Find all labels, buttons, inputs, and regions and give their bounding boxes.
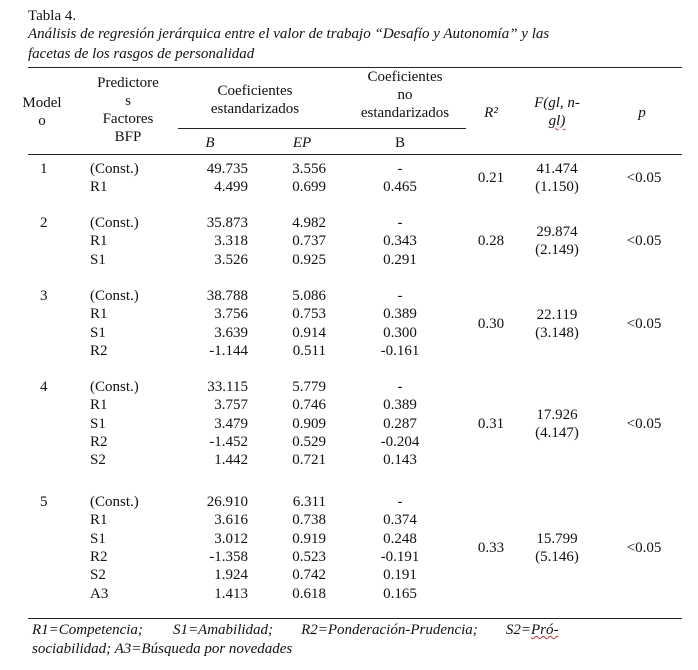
coef-ep: 5.086 <box>292 288 326 304</box>
coef-ep: 0.511 <box>292 342 326 359</box>
coef-b: 1.442 <box>214 452 248 469</box>
coef-b: 3.479 <box>214 415 248 432</box>
coef-ep: 0.909 <box>292 415 326 432</box>
p-value: <0.05 <box>626 315 662 332</box>
coef-beta: 0.291 <box>383 251 417 268</box>
coef-beta: - <box>397 288 403 304</box>
predictor-name: R1 <box>90 397 108 414</box>
predictor-name: S2 <box>90 452 106 469</box>
coef-ep: 0.738 <box>292 512 326 529</box>
coef-b: 38.788 <box>206 288 248 304</box>
coef-b: 3.756 <box>214 306 248 323</box>
header-bottom-rule <box>28 154 682 155</box>
coef-beta: - <box>397 161 403 177</box>
predictor-name: S1 <box>90 251 106 268</box>
predictor-name: R1 <box>90 306 108 323</box>
r2-value: 0.31 <box>477 415 505 432</box>
coef-ep: 3.556 <box>292 161 326 177</box>
coef-b: 33.115 <box>207 379 248 395</box>
r2-value: 0.28 <box>477 233 505 250</box>
predictor-name: (Const.) <box>90 161 139 177</box>
predictor-name: R1 <box>90 233 108 250</box>
header-f: F(gl, n- gl) <box>534 95 580 129</box>
coef-ep: 0.925 <box>292 251 326 268</box>
coef-ep: 0.523 <box>292 548 326 565</box>
model-number: 3 <box>40 288 48 304</box>
coef-ep: 0.737 <box>292 233 326 250</box>
coef-ep: 5.779 <box>292 379 326 395</box>
coef-b: 3.526 <box>214 251 248 268</box>
predictor-name: S1 <box>90 324 106 341</box>
predictor-name: R2 <box>90 548 108 565</box>
header-ep: EP <box>292 135 312 151</box>
table-caption-line-1: Análisis de regresión jerárquica entre el valor de trabajo “Desafío y Autonomía” y las <box>28 26 550 42</box>
coef-beta: 0.287 <box>383 415 417 432</box>
coef-b: 3.616 <box>214 512 248 529</box>
predictor-name: A3 <box>90 585 109 602</box>
coef-beta: - <box>397 215 403 231</box>
coef-beta: 0.465 <box>383 179 417 196</box>
coef-b: -1.358 <box>209 548 248 565</box>
coef-b: 49.735 <box>206 161 248 177</box>
header-sub-rule <box>178 128 466 129</box>
coef-beta: - <box>397 494 403 510</box>
model-number: 1 <box>40 161 48 177</box>
coef-beta: 0.374 <box>383 512 417 529</box>
coef-b: 1.924 <box>214 567 248 584</box>
predictor-name: R2 <box>90 433 108 450</box>
header-standardized: Coeficientes estandarizados <box>210 83 300 117</box>
coef-beta: 0.389 <box>383 397 417 414</box>
coef-b: 3.639 <box>214 324 248 341</box>
footnote-line-2: sociabilidad; A3=Búsqueda por novedades <box>32 641 293 657</box>
f-value: 17.926 <box>536 406 578 423</box>
r2-value: 0.21 <box>477 170 505 187</box>
f-gl-value: (2.149) <box>535 242 579 259</box>
model-number: 2 <box>40 215 48 231</box>
coef-ep: 0.742 <box>292 567 326 584</box>
p-value: <0.05 <box>626 233 662 250</box>
coef-beta: 0.191 <box>383 567 417 584</box>
f-gl-value: (1.150) <box>535 179 579 196</box>
f-value: 41.474 <box>536 161 578 178</box>
predictor-name: (Const.) <box>90 379 139 395</box>
header-b-nonstd: B <box>394 135 405 151</box>
coef-beta: 0.300 <box>383 324 417 341</box>
coef-ep: 4.982 <box>292 215 326 231</box>
header-p: p <box>638 105 646 121</box>
f-value: 29.874 <box>536 224 578 241</box>
p-value: <0.05 <box>626 170 662 187</box>
predictor-name: S2 <box>90 567 106 584</box>
footnote-line-1: R1=Competencia; S1=Amabilidad; R2=Ponderación-Prudencia; S2=Pró- <box>32 622 559 638</box>
coef-beta: - <box>397 379 403 395</box>
coef-b: -1.452 <box>209 433 248 450</box>
table-number: Tabla 4. <box>28 8 77 24</box>
coef-ep: 0.618 <box>292 585 326 602</box>
coef-b: 1.413 <box>214 585 248 602</box>
coef-beta: 0.165 <box>383 585 417 602</box>
coef-b: -1.144 <box>209 342 248 359</box>
coef-b: 4.499 <box>214 179 248 196</box>
f-gl-value: (3.148) <box>535 324 579 341</box>
predictor-name: (Const.) <box>90 215 139 231</box>
table-bottom-rule <box>28 618 682 619</box>
coef-beta: 0.248 <box>383 530 417 547</box>
coef-b: 35.873 <box>206 215 248 231</box>
coef-ep: 0.919 <box>292 530 326 547</box>
coef-beta: 0.389 <box>383 306 417 323</box>
predictor-name: S1 <box>90 530 106 547</box>
header-nonstandardized: Coeficientes no estandarizados <box>360 69 450 121</box>
f-value: 22.119 <box>536 306 578 323</box>
f-gl-value: (4.147) <box>535 424 579 441</box>
coef-ep: 0.721 <box>292 452 326 469</box>
predictor-name: R1 <box>90 179 108 196</box>
coef-ep: 0.699 <box>292 179 326 196</box>
coef-ep: 6.311 <box>292 494 326 510</box>
f-value: 15.799 <box>536 530 578 547</box>
p-value: <0.05 <box>626 415 662 432</box>
header-model: Model o <box>22 95 62 129</box>
coef-beta: 0.343 <box>383 233 417 250</box>
predictor-name: R1 <box>90 512 108 529</box>
r2-value: 0.33 <box>477 539 505 556</box>
predictor-name: (Const.) <box>90 494 139 510</box>
coef-ep: 0.529 <box>292 433 326 450</box>
header-predictors: Predictore s Factores BFP <box>97 75 159 145</box>
coef-b: 26.910 <box>206 494 248 510</box>
table-caption-line-2: facetas de los rasgos de personalidad <box>28 46 255 62</box>
f-gl-value: (5.146) <box>535 548 579 565</box>
coef-b: 3.757 <box>214 397 248 414</box>
coef-ep: 0.746 <box>292 397 326 414</box>
predictor-name: (Const.) <box>90 288 139 304</box>
coef-ep: 0.914 <box>292 324 326 341</box>
coef-beta: -0.204 <box>380 433 420 450</box>
coef-beta: 0.143 <box>383 452 417 469</box>
coef-beta: -0.191 <box>380 548 420 565</box>
predictor-name: S1 <box>90 415 106 432</box>
p-value: <0.05 <box>626 539 662 556</box>
predictor-name: R2 <box>90 342 108 359</box>
r2-value: 0.30 <box>477 315 505 332</box>
model-number: 5 <box>40 494 48 510</box>
model-number: 4 <box>40 379 48 395</box>
header-b-std: B <box>205 135 215 151</box>
coef-b: 3.318 <box>214 233 248 250</box>
coef-beta: -0.161 <box>380 342 420 359</box>
header-r2: R² <box>484 105 498 121</box>
coef-b: 3.012 <box>214 530 248 547</box>
coef-ep: 0.753 <box>292 306 326 323</box>
